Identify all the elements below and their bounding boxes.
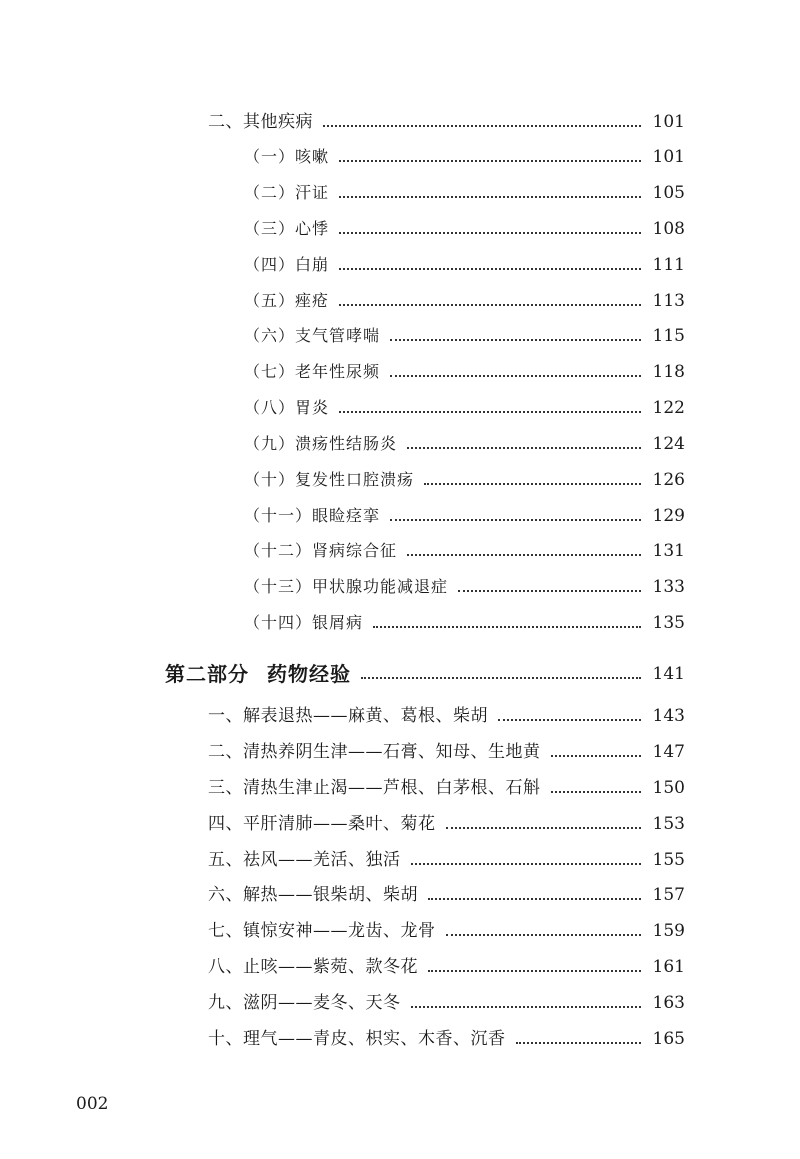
- dot-leader: [407, 446, 641, 449]
- toc-entry-page: 126: [652, 470, 685, 490]
- toc-entry[interactable]: [208, 1026, 685, 1052]
- dot-leader: [428, 897, 641, 900]
- dot-leader: [411, 862, 642, 865]
- toc-entry-title: 七、镇惊安神——龙齿、龙骨: [208, 921, 436, 941]
- toc-entry-page: 129: [652, 506, 685, 526]
- dot-leader: [498, 718, 641, 721]
- toc-entry-title: 六、解热——银柴胡、柴胡: [208, 885, 418, 905]
- dot-leader: [323, 124, 641, 127]
- dot-leader: [446, 826, 642, 829]
- toc-entry[interactable]: [244, 359, 685, 385]
- toc-entry-page: 141: [652, 664, 685, 684]
- dot-leader: [407, 553, 641, 556]
- toc-entry-page: 122: [652, 398, 685, 418]
- toc-entry-page: 135: [652, 613, 685, 633]
- dot-leader: [551, 790, 642, 793]
- toc-entry-page: 115: [652, 326, 685, 346]
- toc-entry[interactable]: [244, 323, 685, 349]
- toc-entry-page: 108: [652, 219, 685, 239]
- toc-entry-title: 四、平肝清肺——桑叶、菊花: [208, 814, 436, 834]
- toc-entry[interactable]: [208, 739, 685, 765]
- toc-entry-title: 二、清热养阴生津——石膏、知母、生地黄: [208, 742, 541, 762]
- toc-entry[interactable]: [244, 288, 685, 314]
- toc-part-title: [165, 661, 351, 687]
- toc-entry-title: （六）支气管哮喘: [244, 326, 381, 345]
- toc-entry[interactable]: [208, 990, 685, 1016]
- toc-entry-page: 161: [652, 957, 685, 977]
- toc-entry-title: （八）胃炎: [244, 398, 330, 417]
- toc-entry[interactable]: [244, 216, 685, 242]
- toc-entry[interactable]: [208, 954, 685, 980]
- toc-entry-page: 155: [652, 850, 685, 870]
- toc-entry-page: 157: [652, 885, 685, 905]
- toc-entry[interactable]: [244, 574, 685, 600]
- dot-leader: [516, 1041, 642, 1044]
- toc-entry[interactable]: [208, 703, 685, 729]
- toc-entry[interactable]: [208, 882, 685, 908]
- toc-entry[interactable]: [244, 467, 685, 493]
- toc-entry-title: （四）白崩: [244, 255, 330, 274]
- toc-entry-title: 十、理气——青皮、枳实、木香、沉香: [208, 1029, 506, 1049]
- toc-entry-page: 111: [652, 255, 685, 275]
- dot-leader: [446, 933, 642, 936]
- toc-entry-page: 101: [652, 112, 685, 132]
- toc-entry-title: （十三）甲状腺功能减退症: [244, 577, 449, 596]
- dot-leader: [361, 676, 641, 679]
- toc-entry[interactable]: [244, 503, 685, 529]
- toc-entry-title: （十二）肾病综合征: [244, 541, 398, 560]
- toc-entry-title: （一）咳嗽: [244, 147, 330, 166]
- toc-entry-page: 133: [652, 577, 685, 597]
- toc-entry-page: 163: [652, 993, 685, 1013]
- toc-entry[interactable]: [244, 144, 685, 170]
- toc-entry[interactable]: [244, 431, 685, 457]
- toc-entry-page: 105: [652, 183, 685, 203]
- dot-leader: [390, 518, 641, 521]
- toc-entry-page: 131: [652, 541, 685, 561]
- dot-leader: [339, 195, 641, 198]
- dot-leader: [339, 267, 641, 270]
- dot-leader: [339, 410, 641, 413]
- toc-entry-page: 101: [652, 147, 685, 167]
- toc-entry[interactable]: [208, 811, 685, 837]
- dot-leader: [339, 231, 641, 234]
- dot-leader: [411, 1005, 642, 1008]
- dot-leader: [424, 482, 641, 485]
- toc-entry-title: （三）心悸: [244, 219, 330, 238]
- toc-entry-title: 八、止咳——紫菀、款冬花: [208, 957, 418, 977]
- toc-entry-page: 113: [652, 291, 685, 311]
- toc-entry-page: 150: [652, 778, 685, 798]
- toc-part-label: 第二部分: [165, 662, 249, 686]
- toc-entry-page: 165: [652, 1029, 685, 1049]
- dot-leader: [339, 159, 641, 162]
- toc-entry-title: （二）汗证: [244, 183, 330, 202]
- toc-entry[interactable]: [244, 180, 685, 206]
- toc-entry-page: 143: [652, 706, 685, 726]
- toc-entry[interactable]: [208, 775, 685, 801]
- toc-entry-title: （五）痤疮: [244, 291, 330, 310]
- dot-leader: [390, 374, 641, 377]
- toc-entry-page: 153: [652, 814, 685, 834]
- dot-leader: [458, 589, 641, 592]
- toc-entry[interactable]: [244, 252, 685, 278]
- dot-leader: [551, 754, 642, 757]
- toc-entry-title: 二、其他疾病: [208, 112, 313, 132]
- toc-entry-page: 147: [652, 742, 685, 762]
- toc-entry-page: 124: [652, 434, 685, 454]
- toc-entry-page: 118: [652, 362, 685, 382]
- toc-entry[interactable]: [244, 395, 685, 421]
- toc-entry-title: 一、解表退热——麻黄、葛根、柴胡: [208, 706, 488, 726]
- dot-leader: [373, 625, 641, 628]
- toc-entry-title: （十四）银屑病: [244, 613, 364, 632]
- toc-entry-title: （十一）眼睑痉挛: [244, 506, 381, 525]
- toc-entry[interactable]: [208, 918, 685, 944]
- dot-leader: [339, 303, 641, 306]
- toc-entry[interactable]: [244, 538, 685, 564]
- toc-entry-part[interactable]: [165, 661, 685, 687]
- toc-entry[interactable]: [208, 847, 685, 873]
- toc-entry-title: 九、滋阴——麦冬、天冬: [208, 993, 401, 1013]
- dot-leader: [390, 338, 641, 341]
- toc-entry-title: （七）老年性尿频: [244, 362, 381, 381]
- toc-entry-title: （十）复发性口腔溃疡: [244, 470, 415, 489]
- toc-entry-page: 159: [652, 921, 685, 941]
- toc-entry-title: （九）溃疡性结肠炎: [244, 434, 398, 453]
- toc-entry-title: 三、清热生津止渴——芦根、白茅根、石斛: [208, 778, 541, 798]
- toc-part-name: 药物经验: [267, 662, 351, 686]
- toc-entry-title: 五、祛风——羌活、独活: [208, 850, 401, 870]
- dot-leader: [428, 969, 641, 972]
- toc-entry-section[interactable]: [208, 109, 685, 135]
- page-number: 002: [76, 1094, 109, 1114]
- toc-entry[interactable]: [244, 610, 685, 636]
